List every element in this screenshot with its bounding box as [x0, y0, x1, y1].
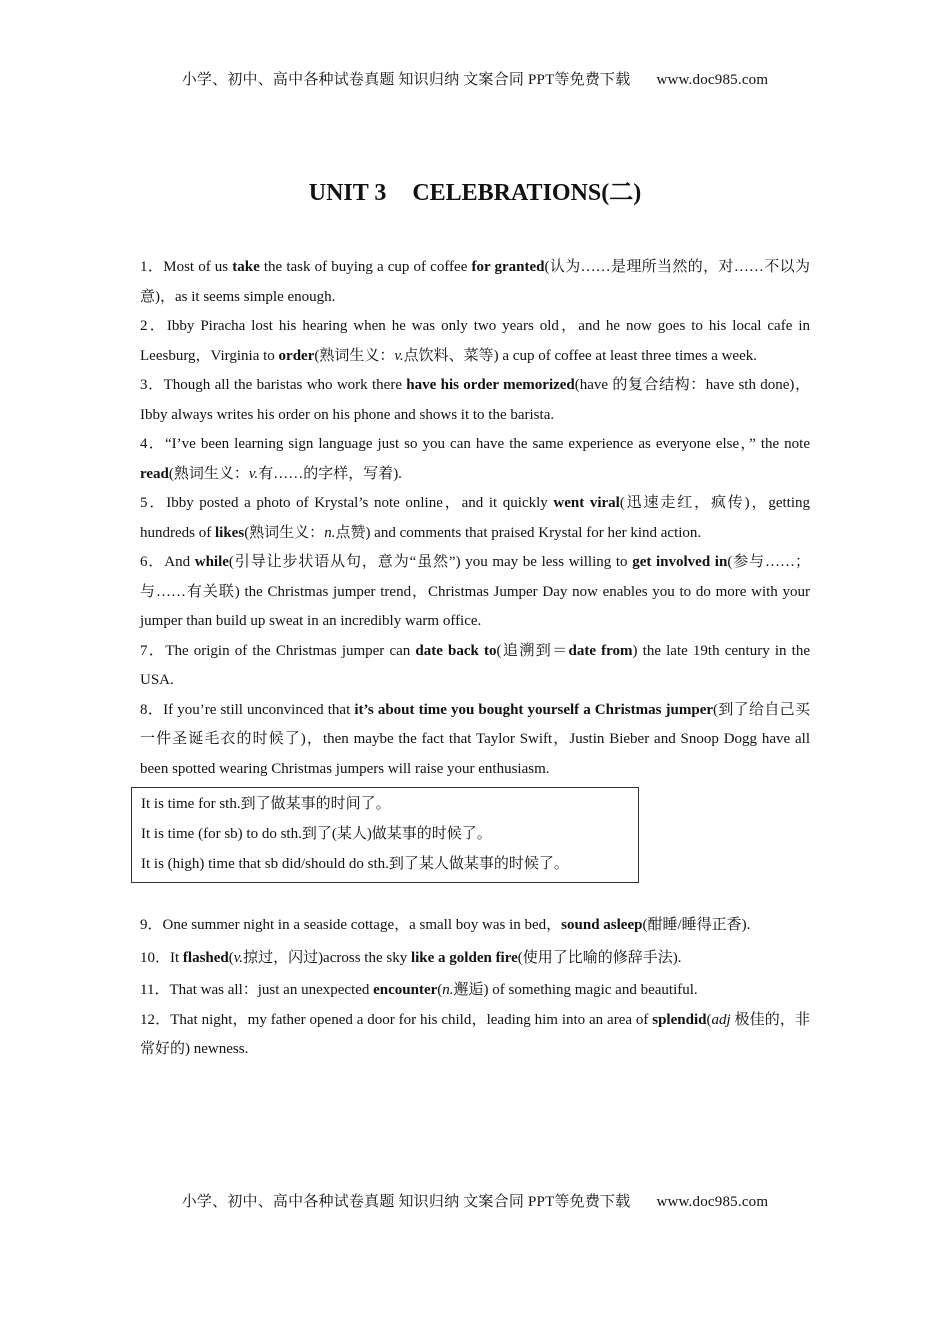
- item-12: 12．That night，my father opened a door for his child，leading him into an area of splendid(adj 极佳的，非常好的) newness.: [140, 1011, 810, 1057]
- item-2: 2．Ibby Piracha lost his hearing when he was only two years old，and he now goes to his local cafe in Leesburg，Virginia to order(熟词生义：v.点饮料、菜等) a cup of coffee at least three times a week.: [140, 318, 810, 364]
- item-6: 6．And while(引导让步状语从句，意为“虽然”) you may be less willing to get involved in(参与……；与……有关联) the Christmas jumper trend，Christmas Jumper Day now enables you to do more with your jumper than build up sweat in an incredibly warm office.: [140, 554, 810, 629]
- note-line-1: It is time for sth.到了做某事的时间了。: [141, 796, 391, 812]
- title-name: CELEBRATIONS(二): [412, 180, 642, 206]
- item-3: 3．Though all the baristas who work there have his order memorized(have 的复合结构：have sth done)，Ibby always writes his order on his phone and shows it to the barista.: [140, 377, 810, 423]
- note-line-3: It is (high) time that sb did/should do sth.到了某人做某事的时候了。: [141, 856, 569, 872]
- grammar-note-box: [131, 787, 639, 883]
- header-text: 小学、初中、高中各种试卷真题 知识归纳 文案合同 PPT等免费下载: [181, 72, 631, 88]
- footer-text: 小学、初中、高中各种试卷真题 知识归纳 文案合同 PPT等免费下载: [181, 1194, 631, 1210]
- item-1: 1．Most of us take the task of buying a cup of coffee for granted(认为……是理所当然的，对……不以为意)，as it seems simple enough.: [140, 259, 810, 305]
- page-title: [0, 172, 950, 207]
- title-unit: UNIT 3: [308, 180, 387, 206]
- item-7: 7．The origin of the Christmas jumper can date back to(追溯到＝date from) the late 19th century in the USA.: [140, 642, 811, 688]
- note-line-2: It is time (for sb) to do sth.到了(某人)做某事的时候了。: [141, 826, 492, 842]
- item-10: 10．It flashed(v.掠过，闪过)across the sky like a golden fire(使用了比喻的修辞手法).: [140, 949, 682, 966]
- item-8: 8．If you’re still unconvinced that it’s about time you bought yourself a Christmas jumper(到了给自己买一件圣诞毛衣的时候了)，then maybe the fact that Taylor Swift，Justin Bieber and Snoop Dogg have all been spotted wearing Christmas jumpers will raise your enthusiasm.: [140, 701, 810, 777]
- document-body: [140, 253, 810, 1065]
- page-footer: [0, 1190, 950, 1211]
- item-11: 11．That was all：just an unexpected encounter(n.邂逅) of something magic and beautiful.: [140, 982, 698, 998]
- item-5: 5．Ibby posted a photo of Krystal’s note online，and it quickly went viral(迅速走红，疯传)，getting hundreds of likes(熟词生义：n.点赞) and comments that praised Krystal for her kind action.: [140, 495, 811, 541]
- page-header: [0, 68, 950, 89]
- header-site-link[interactable]: www.doc985.com: [656, 72, 769, 88]
- item-9: 9．One summer night in a seaside cottage，a small boy was in bed，sound asleep(酣睡/睡得正香).: [140, 917, 751, 933]
- footer-site-link[interactable]: www.doc985.com: [656, 1194, 769, 1210]
- item-4: 4．“I’ve been learning sign language just so you can have the same experience as everyone else，” the note read(熟词生义：v.有……的字样，写着).: [140, 436, 810, 482]
